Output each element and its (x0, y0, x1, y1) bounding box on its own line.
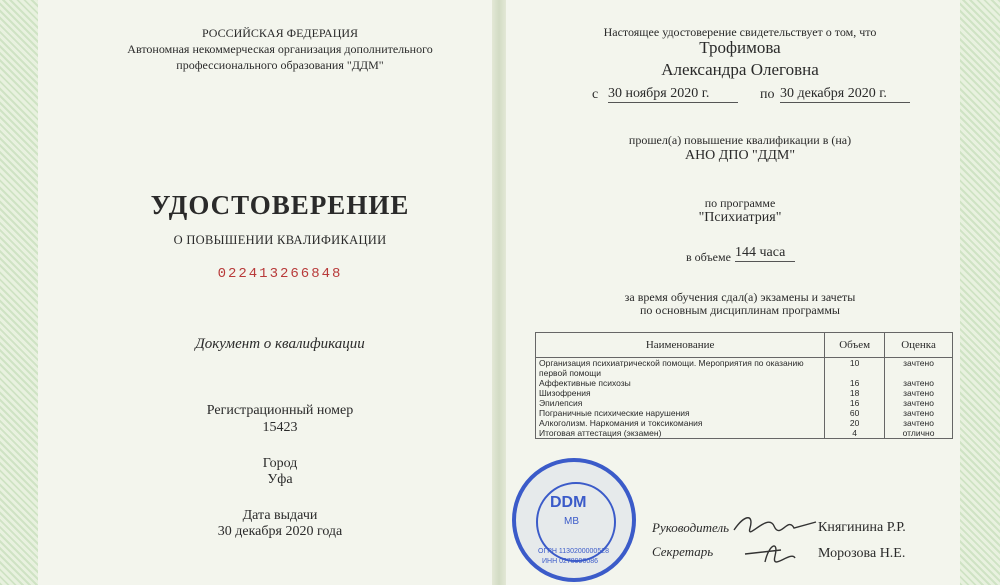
to-label: по (760, 87, 775, 102)
official-stamp (512, 458, 636, 582)
hours-cell: 20 (825, 418, 885, 428)
grade-cell: зачтено (885, 418, 953, 428)
certificate-intro: Настоящее удостоверение свидетельствует о том, что (603, 25, 877, 39)
hours-cell: 60 (825, 408, 885, 418)
volume-label: в объеме (686, 250, 731, 264)
program-name: "Психиатрия" (698, 210, 782, 225)
program-label: по программе (704, 196, 776, 210)
center-fold (492, 0, 506, 585)
table-row (536, 408, 953, 418)
subject-cell: Итоговая аттестация (экзамен) (536, 428, 825, 439)
stamp-inn: ИНН 0278990086 (542, 558, 599, 565)
head-label: Руководитель (652, 520, 730, 535)
registration-number: 15423 (262, 420, 298, 435)
table-row (536, 418, 953, 428)
city-value: Уфа (267, 472, 293, 487)
header-grade: Оценка (885, 333, 953, 358)
document-subtitle: О ПОВЫШЕНИИ КВАЛИФИКАЦИИ (173, 233, 387, 247)
table-row (536, 388, 953, 398)
grades-header-row (536, 333, 953, 358)
secretary-name: Морозова Н.Е. (818, 546, 906, 561)
subject-cell: Аффективные психозы (536, 378, 825, 388)
table-row (536, 358, 953, 379)
grade-cell: зачтено (885, 398, 953, 408)
exams-line-1: за время обучения сдал(а) экзамены и зачеты (624, 290, 856, 304)
document-title: УДОСТОВЕРЕНИЕ (150, 190, 410, 220)
head-name: Княгинина Р.Р. (818, 520, 906, 535)
serial-number: 022413266848 (217, 266, 343, 282)
registration-label: Регистрационный номер (206, 403, 354, 418)
stamp-ogrn: ОГРН 1130200000528 (538, 548, 609, 555)
right-guilloche-border (959, 0, 1000, 585)
from-label: с (592, 87, 599, 102)
subject-cell: Организация психиатрической помощи. Мероприятия по оказанию первой помощи (536, 358, 825, 379)
city-label: Город (262, 456, 298, 471)
header-subject: Наименование (536, 333, 825, 358)
document-type: Документ о квалификации (195, 336, 365, 352)
grade-cell: зачтено (885, 388, 953, 398)
subject-cell: Пограничные психические нарушения (536, 408, 825, 418)
left-guilloche-border (0, 0, 39, 585)
passed-label: прошел(а) повышение квалификации в (на) (628, 133, 852, 147)
grade-cell: зачтено (885, 358, 953, 379)
subject-cell: Шизофрения (536, 388, 825, 398)
grade-cell: отлично (885, 428, 953, 439)
stamp-logo: DDM (550, 494, 587, 511)
hours-cell: 16 (825, 398, 885, 408)
table-row (536, 378, 953, 388)
left-page (38, 0, 492, 585)
issue-date-label: Дата выдачи (242, 508, 318, 523)
secretary-label: Секретарь (652, 544, 714, 559)
hours-cell: 18 (825, 388, 885, 398)
hours-cell: 4 (825, 428, 885, 439)
grade-cell: зачтено (885, 378, 953, 388)
hours-cell: 16 (825, 378, 885, 388)
table-row (536, 398, 953, 408)
grades-table (535, 332, 953, 439)
issue-date-value: 30 декабря 2020 года (217, 524, 343, 539)
grade-cell: зачтено (885, 408, 953, 418)
from-date: 30 ноября 2020 г. (608, 86, 738, 103)
stamp-logo-sub: МВ (564, 516, 579, 527)
org-line-2: профессионального образования "ДДМ" (176, 58, 384, 72)
to-date: 30 декабря 2020 г. (780, 86, 910, 103)
header-hours: Объем (825, 333, 885, 358)
institution-name: АНО ДПО "ДДМ" (684, 148, 796, 163)
holder-surname: Трофимова (699, 38, 781, 57)
exams-line-2: по основным дисциплинам программы (639, 303, 840, 317)
holder-name: Александра Олеговна (661, 60, 819, 79)
hours-cell: 10 (825, 358, 885, 379)
table-row (536, 428, 953, 439)
volume-value: 144 часа (735, 245, 795, 262)
subject-cell: Алкоголизм. Наркомания и токсикомания (536, 418, 825, 428)
country-name: РОССИЙСКАЯ ФЕДЕРАЦИЯ (201, 26, 359, 40)
subject-cell: Эпилепсия (536, 398, 825, 408)
secretary-signature (735, 530, 815, 570)
org-line-1: Автономная некоммерческая организация дополнительного (127, 42, 433, 56)
